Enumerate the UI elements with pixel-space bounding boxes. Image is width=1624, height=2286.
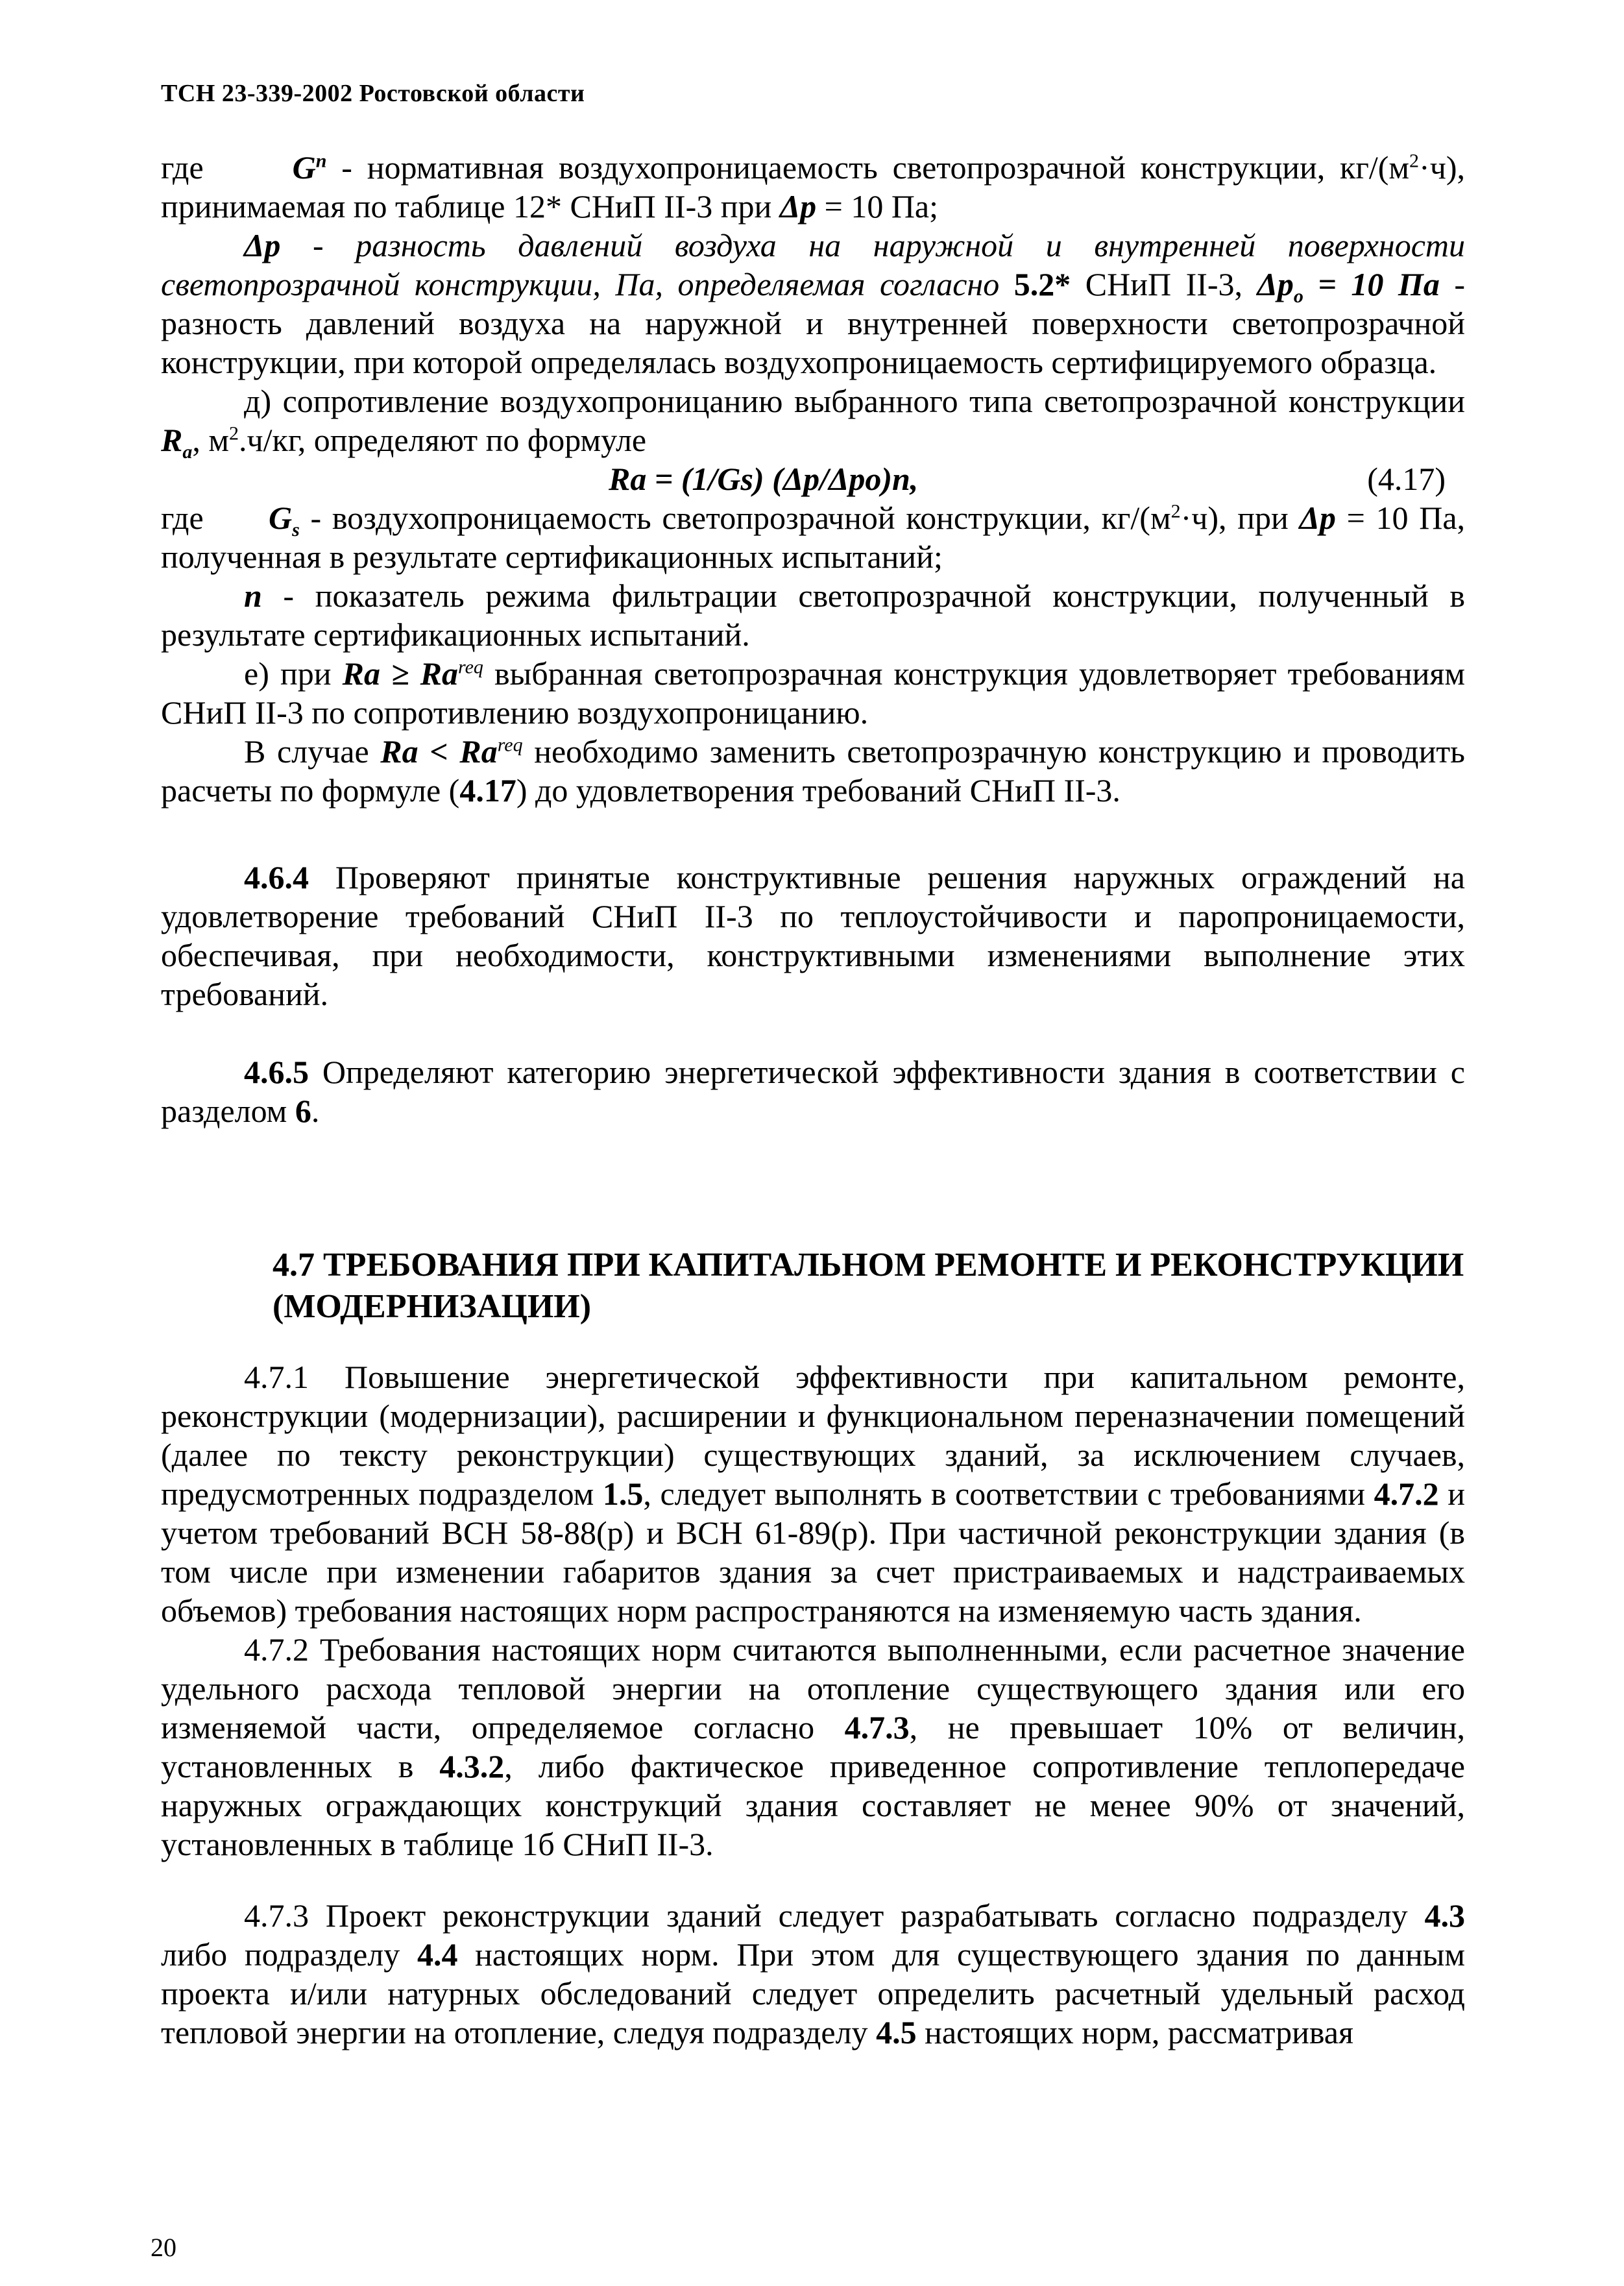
paragraph-4-7-3 bbox=[161, 1896, 1465, 2052]
paragraph-text: , либо фактическое приведенное сопротивление теплопередаче наружных ограждающих конструкций здания составляет не менее 90% от значений, установленных в таблице 1б СНиП II-3. bbox=[161, 1748, 1466, 1862]
case-paragraph bbox=[161, 732, 1465, 810]
item-text: .ч/кг, определяют по формуле bbox=[239, 422, 647, 458]
formula-number: (4.17) bbox=[1367, 461, 1446, 497]
condition: Ra < Ra bbox=[380, 733, 498, 770]
definition-text: = 10 Па, полученная в результате сертификационных испытаний; bbox=[161, 500, 1466, 575]
case-text: ) до удовлетворения требований СНиП II-3. bbox=[516, 772, 1121, 809]
reference: 1.5 bbox=[602, 1476, 644, 1512]
formula-expression: Ra = (1/Gs) (Δp/Δpo)n, bbox=[609, 461, 919, 497]
symbol-ra: R bbox=[161, 422, 183, 458]
item-text: выбранная светопрозрачная конструкция удовлетворяет требованиям СНиП II-3 по сопротивлению воздухопроницанию. bbox=[161, 655, 1466, 731]
definition-text: = 10 Па; bbox=[816, 188, 939, 225]
paragraph-4-7-1 bbox=[161, 1357, 1465, 1630]
symbol-g: G bbox=[292, 149, 316, 186]
paragraph-4-6-4 bbox=[161, 858, 1465, 1014]
unit-sup: 2 bbox=[229, 422, 239, 444]
paragraph-text: Требования настоящих норм считаются выполненными, если расчетное значение удельного расхода тепловой энергии на отопление существующего здания или его изменяемой части, определяемое согласно bbox=[161, 1631, 1465, 1745]
paragraph-text: настоящих норм. При этом для существующего здания по данным проекта и/или натурных обследований следует определить расчетный удельный расход тепловой энергии на отопление, следуя подразделу bbox=[161, 1936, 1465, 2050]
definition-gs bbox=[161, 498, 1465, 576]
paragraph-body bbox=[161, 1052, 1465, 1130]
paragraph-text: Проект реконструкции зданий следует разрабатывать согласно подразделу bbox=[309, 1897, 1425, 1934]
reference: 4.4 bbox=[417, 1936, 458, 1973]
symbol-dp: Δp bbox=[779, 188, 817, 225]
paragraph-text: . bbox=[311, 1093, 320, 1129]
symbol-g-sup: n bbox=[315, 150, 327, 172]
reference: 4.3 bbox=[1424, 1897, 1465, 1934]
symbol-dp0: Δp bbox=[1257, 266, 1294, 302]
reference: 4.3.2 bbox=[439, 1748, 505, 1784]
reference: 6 bbox=[295, 1093, 311, 1129]
paragraph-text: и учетом требований ВСН 58-88(р) и ВСН 61-89(р). При частичной реконструкции здания (в том числе при изменении габаритов здания за счет пристраиваемых и надстраиваемых объемов) требования настоящих норм распространяются на изменяемую часть здания. bbox=[161, 1476, 1465, 1629]
clause-number: 4.7.1 bbox=[244, 1359, 309, 1395]
condition: Ra ≥ Ra bbox=[342, 655, 459, 692]
where-word: где bbox=[161, 149, 204, 186]
clause-number: 4.6.5 bbox=[244, 1054, 309, 1090]
clause-number: 4.7.2 bbox=[244, 1631, 309, 1668]
symbol-dp0-value: = 10 Па bbox=[1303, 266, 1440, 302]
where-word: где bbox=[161, 500, 204, 536]
paragraph-text: , не превышает 10% от величин, установленных в bbox=[161, 1709, 1466, 1784]
definition-text: - разность давлений воздуха на наружной и внутренней поверхности светопрозрачной конструкции, Па, определяемая согласно bbox=[161, 227, 1465, 302]
paragraph-body bbox=[161, 1630, 1465, 1864]
symbol-gs: G bbox=[268, 500, 293, 536]
symbol-ra-sub: a bbox=[182, 441, 193, 463]
definition-text: - показатель режима фильтрации светопрозрачной конструкции, полученный в результате сертификационных испытаний. bbox=[161, 578, 1465, 653]
reference: 4.17 bbox=[459, 772, 516, 809]
symbol-dp: Δp bbox=[244, 227, 281, 263]
item-text: , м bbox=[192, 422, 229, 458]
definition-text: - разность давлений воздуха на наружной и внутренней поверхности светопрозрачной конструкции, при которой определялась воздухопроницаемость сертифицируемого образца. bbox=[161, 266, 1465, 380]
item-d bbox=[161, 382, 1465, 463]
clause-number: 4.6.4 bbox=[244, 859, 309, 895]
definition-dp bbox=[161, 226, 1465, 382]
definition-text: - воздухопроницаемость светопрозрачной конструкции, кг/(м bbox=[299, 500, 1171, 536]
running-header: ТСН 23-339-2002 Ростовской области bbox=[161, 80, 585, 107]
section-title: 4.7 ТРЕБОВАНИЯ ПРИ КАПИТАЛЬНОМ РЕМОНТЕ И РЕКОНСТРУКЦИИ (МОДЕРНИЗАЦИИ) bbox=[273, 1246, 1464, 1325]
symbol-dp: Δp bbox=[1299, 500, 1336, 536]
item-e bbox=[161, 654, 1465, 732]
condition-sup: req bbox=[497, 734, 523, 756]
paragraph-body bbox=[161, 1896, 1465, 2052]
formula-4-17 bbox=[161, 459, 1465, 498]
unit-sup: 2 bbox=[1170, 500, 1181, 522]
paragraph-body bbox=[161, 858, 1465, 1014]
reference: 4.5 bbox=[876, 2014, 917, 2050]
definition-gn bbox=[161, 148, 1465, 226]
definition-text: - нормативная воздухопроницаемость светопрозрачной конструкции, кг/(м bbox=[326, 149, 1410, 186]
condition-sup: req bbox=[458, 656, 483, 678]
case-text: необходимо заменить светопрозрачную конструкцию и проводить расчеты по формуле ( bbox=[161, 733, 1465, 809]
paragraph-text: настоящих норм, рассматривая bbox=[916, 2014, 1353, 2050]
definitions-block bbox=[161, 148, 1465, 810]
symbol-n: n bbox=[244, 578, 262, 614]
case-text: В случае bbox=[244, 733, 381, 770]
paragraph-text: Повышение энергетической эффективности при капитальном ремонте, реконструкции (модернизации), расширении и функциональном переназначении помещений (далее по тексту реконструкции) существующих зданий, за исключением случаев, предусмотренных подразделом bbox=[161, 1359, 1465, 1512]
paragraph-text: , следует выполнять в соответствии с требованиями bbox=[643, 1476, 1374, 1512]
definition-text: ·ч), принимаемая по таблице 12* СНиП II-3 при bbox=[161, 149, 1465, 225]
reference: 4.7.3 bbox=[844, 1709, 910, 1745]
reference: 5.2* bbox=[1013, 266, 1071, 302]
symbol-gs-sub: s bbox=[292, 519, 300, 541]
paragraph-4-7-2 bbox=[161, 1630, 1465, 1864]
clause-number: 4.7.3 bbox=[244, 1897, 309, 1934]
paragraph-text: Проверяют принятые конструктивные решения наружных ограждений на удовлетворение требований СНиП II-3 по теплоустойчивости и паропроницаемости, обеспечивая, при необходимости, конструктивными изменениями выполнение этих требований. bbox=[161, 859, 1465, 1012]
unit-sup: 2 bbox=[1409, 150, 1420, 172]
definition-text: СНиП II-3, bbox=[1071, 266, 1257, 302]
page-number: 20 bbox=[151, 2233, 176, 2262]
reference: 4.7.2 bbox=[1374, 1476, 1439, 1512]
paragraph-text: либо подразделу bbox=[161, 1936, 417, 1973]
paragraph-text: Определяют категорию энергетической эффективности здания в соответствии с разделом bbox=[161, 1054, 1465, 1129]
paragraph-body bbox=[161, 1357, 1465, 1630]
item-text: е) при bbox=[244, 655, 343, 692]
definition-n bbox=[161, 576, 1465, 654]
symbol-dp0-sub: o bbox=[1293, 286, 1303, 307]
item-text: д) сопротивление воздухопроницанию выбранного типа светопрозрачной конструкции bbox=[244, 383, 1465, 419]
paragraph-4-6-5 bbox=[161, 1052, 1465, 1130]
definition-text: ·ч), при bbox=[1180, 500, 1300, 536]
